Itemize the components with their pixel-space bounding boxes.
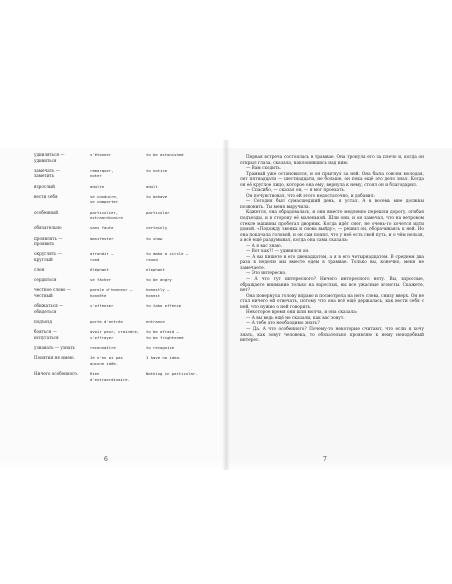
russian-term [34,345,90,351]
french-translation-line: particulier, [90,209,119,215]
paragraph: Кажется, она обрадовалась, и они вместе медленно перешли дорогу, огибая подъезды, и в сторону её маленькой. Шли они, и он замечал, что на ветровом стекле машины пробегал дворник. Когда идёт снег, не очень-то хочется идти домой. «Подожду звонка и снова выйду», — решил он, оборачиваясь к ней. Но она покачала головой, и он сам понял, что у неё есть свой путь, и о чём нельзя, а всё ещё раздумывал, когда она сама сказала: [240,210,424,244]
russian-term-line: замечать — [34,167,60,173]
french-translation [90,184,146,190]
french-translation-line: s'offenser [90,303,114,309]
english-translation [146,168,214,179]
french-translation [90,303,146,314]
vocabulary-row [34,251,214,262]
russian-term-line: подъезд [34,319,52,324]
french-translation-line: extraordinaire [90,215,123,221]
french-translation [90,210,146,221]
english-translation-line: certainly [146,225,168,231]
russian-term [34,303,90,314]
russian-term [34,251,90,262]
english-translation-line: to be frightened [146,334,184,340]
french-translation [90,251,146,262]
russian-term-line: проявить [34,241,55,247]
paragraph: — Вот как?! — удивился он. [246,249,310,255]
english-translation [146,236,214,247]
english-translation-line: to make a circle — [146,251,189,257]
russian-term [34,329,90,340]
french-translation-line: sans faute [90,225,114,231]
paragraph: Она повернула голову вправо и посмотрела на него слева, снизу вверх. Он не стал ничего ей отвечать, потому что она всё ещё держалась, как вести себя с ней, что нужно о ней говорить. [240,293,424,310]
vocabulary-row [34,236,214,247]
vocabulary-row [34,277,214,283]
english-translation [146,329,214,340]
paragraph: — Это интересно. [246,271,287,277]
french-translation-line: reconnaître [90,344,116,350]
french-translation-line: noter [90,173,102,179]
russian-term-line: взрослый [34,183,55,189]
page-number-right: 7 [323,456,327,463]
french-translation-line: manifester [90,235,114,241]
french-translation [90,267,146,273]
russian-term-line: удивиться [34,157,57,163]
russian-term-line: испугаться [34,334,59,340]
paragraph: — А вы ведь ещё не сказали, как вас зовут. [246,315,345,321]
vocabulary-row [34,152,214,163]
vocabulary-row [34,267,214,273]
russian-term-line: обижаться — [34,303,64,309]
story-text [240,155,424,344]
vocabulary-row [34,210,214,221]
english-translation-line: to show [146,235,163,241]
french-translation [90,355,146,366]
french-translation [90,287,146,298]
french-translation [90,329,146,340]
russian-term [34,210,90,221]
russian-term-line: честное слово — [34,287,71,293]
english-translation-line: to take offence [146,303,182,309]
russian-term [34,152,90,163]
french-translation-line: Je n'en ai pas [90,355,123,361]
vocabulary-row [34,287,214,298]
paragraph: — А тебе это необходимо знать? [246,321,320,327]
french-translation [90,168,146,179]
english-translation-line: entrance [146,319,165,324]
russian-term [34,319,90,325]
english-translation [146,194,214,205]
vocabulary-row [34,329,214,340]
russian-term [34,355,90,366]
french-translation-line: aucune idée. [90,360,119,366]
vocabulary-row [34,194,214,205]
french-translation-line: rond [90,256,100,262]
french-translation-line: se fâcher [90,277,112,283]
paragraph: — Да. А что особенного? Почему-то некоторые считают, что если я хочу знать, как зовут человека, то обязательно проявляю к нему неподобный интерес. [240,326,424,344]
english-translation-line: to be afraid — [146,329,179,335]
english-translation [146,345,214,351]
vocabulary-row [34,168,214,179]
russian-term [34,267,90,273]
russian-term [34,287,90,298]
russian-term-line: обязательно [34,225,62,231]
english-translation [146,287,214,298]
russian-term-line: проявлять — [34,235,63,241]
russian-term [34,168,90,179]
french-translation-line: s'effrayer [90,334,114,340]
russian-term [34,184,90,190]
vocabulary-row [34,345,214,351]
russian-term [34,194,90,205]
english-translation [146,303,214,314]
french-translation [90,277,146,283]
french-translation-line: avoir peur, craindre, [90,329,140,335]
russian-term-line: округлять — [34,251,62,257]
paragraph: — А вы пишете в его двенадцатом, а я в его четырнадцатом. В среднем два раза в неделю мы вместе едем в трамвае. Только вы, конечно, меня не замечаете. [240,254,424,271]
russian-term [34,277,90,283]
english-translation [146,210,214,221]
russian-term [34,236,90,247]
french-translation [90,371,146,382]
english-translation-line: adult [146,183,158,189]
english-translation-line: honestly — [146,287,170,293]
english-translation-line: honest [146,293,161,299]
english-translation-line: to be angry [146,277,172,283]
russian-term [34,371,90,382]
vocabulary-row [34,319,214,325]
russian-term-line: узнавать — узнать [34,344,75,350]
english-translation [146,355,214,366]
english-translation [146,251,214,262]
english-translation-line: particular [146,209,170,215]
english-translation-line: I have no idea. [146,355,182,361]
french-translation [90,194,146,205]
french-translation [90,225,146,231]
english-translation [146,319,214,325]
french-translation [90,236,146,247]
english-translation [146,267,214,273]
english-translation-line: elephant [146,267,165,273]
russian-term-line: Ничего особенного. [34,370,79,376]
russian-term-line: честный [34,293,53,299]
book-gutter [222,140,230,470]
russian-term [34,225,90,231]
left-page-bottom-edge [0,460,226,470]
english-translation-line: round [146,256,158,262]
paragraph: Первая встреча состоялась в трамвае. Она тронула его за плечо и, когда он открыл глаза, сказала, наклонившись над ним: [240,155,424,166]
english-translation [146,152,214,163]
english-translation [146,225,214,231]
right-page-bottom-edge [226,460,452,470]
vocabulary-row [34,184,214,190]
french-translation-line: honnête [90,293,107,299]
paragraph: — Спасибо, — сказал он, — я мог проехать. [246,188,346,194]
french-translation-line: se conduire, [90,193,119,199]
french-translation-line: adulte [90,183,105,189]
russian-term-line: бояться — [34,329,57,335]
french-translation-line: porte d'entrée [90,319,123,324]
french-translation-line: arrondir — [90,251,114,257]
page-number-left: 6 [104,456,108,463]
russian-term-line: круглый [34,256,53,262]
english-translation-line: to recognize [146,344,175,350]
paragraph: — А что тут интересного? Ничего интересного нету. Вы, взрослые, обращаете внимание только на взрослых, вы все ужасные эгоисты. Скажете, нет? [240,277,424,294]
english-translation-line: Nothing in particular. [146,370,198,376]
french-translation-line: s'étonner [90,152,112,157]
french-translation-line: se comporter [90,199,119,205]
french-translation [90,345,146,351]
vocabulary-table [34,152,214,387]
vocabulary-row [34,371,214,382]
english-translation-line: to notice [146,167,168,173]
russian-term-line: слон [34,267,45,273]
french-translation [90,319,146,325]
russian-term-line: обидеться [34,308,57,314]
french-translation-line: Rien [90,370,100,376]
russian-term-line: особенный [34,209,59,215]
paragraph: — Вам сходить. [246,166,282,172]
russian-term-line: заметить [34,173,55,179]
french-translation [90,152,146,163]
paragraph: — А я вас знаю. [246,243,282,249]
vocabulary-row [34,225,214,231]
paragraph: Некоторое время они шли молча, и она сказала: [246,310,358,316]
english-translation [146,371,214,382]
french-translation-line: d'extraordinaire. [90,376,130,382]
russian-term-line: сердиться [34,277,57,283]
paragraph: Он почувствовал, что ей этого недостаточно, и добавил: [246,193,375,199]
paragraph: Трамвай уже остановился, и он прыгнул за ней. Она была совсем молодая, лет пятнадцати — шестнадцати, не больше, он пока ещё это дело знал. Когда он её круглое лицо, которое она ему, вернула к нему, стоял он и благодарил. [240,171,424,188]
vocabulary-row [34,355,214,366]
vocabulary-row [34,303,214,314]
english-translation [146,184,214,190]
english-translation-line: to be astonished [146,152,184,157]
french-translation-line: éléphant [90,267,109,273]
english-translation [146,277,214,283]
french-translation-line: parole d'honneur — [90,287,133,293]
russian-term-line: вести себя [34,193,58,199]
english-translation-line: to behave [146,193,168,199]
paragraph: — Сегодня был сумасшедший день, я устал. А в восемь мне должны позвонить. Ты меня выручила. [240,199,424,210]
russian-term-line: удивляться — [34,152,65,157]
french-translation-line: remarquer, [90,167,114,173]
russian-term-line: Понятия не имею. [34,355,75,361]
